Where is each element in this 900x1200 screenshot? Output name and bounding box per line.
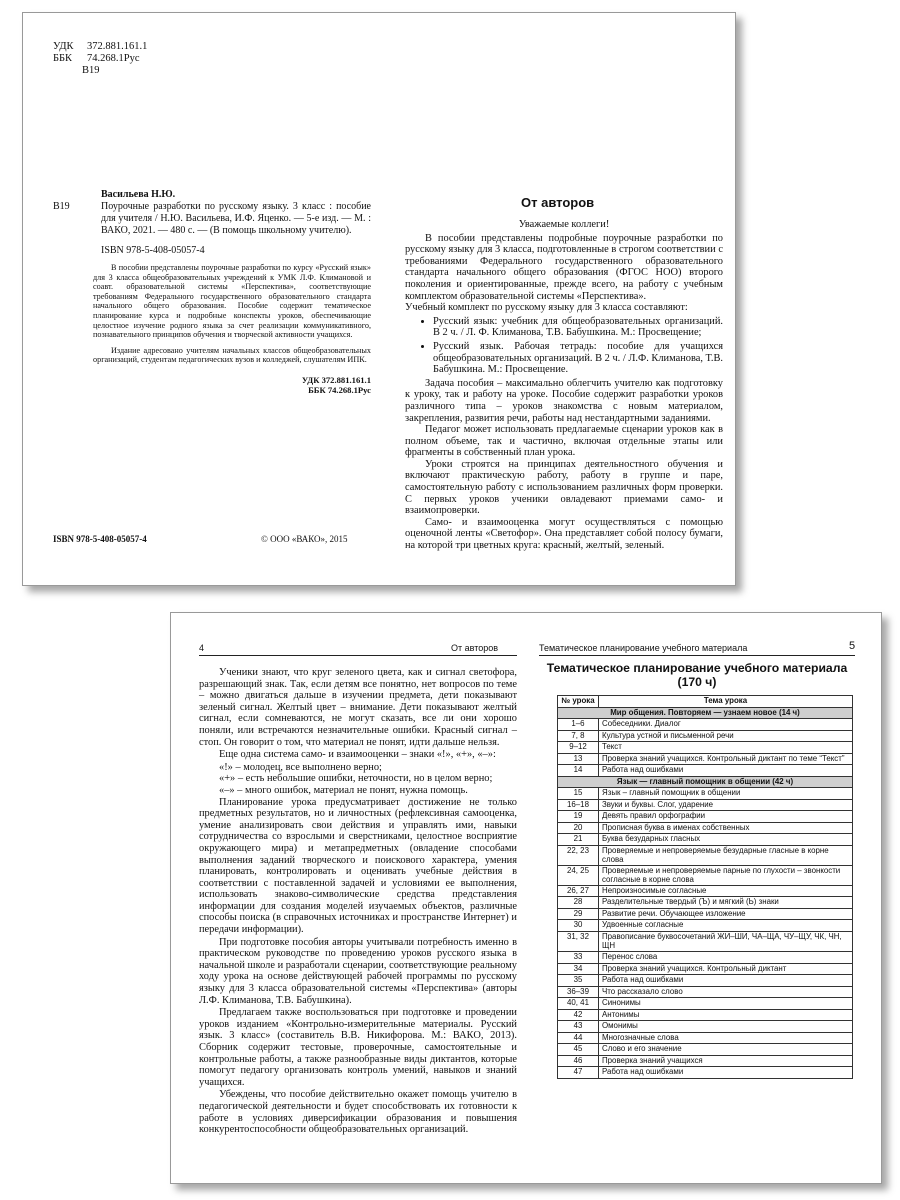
- table-row: [558, 975, 853, 987]
- udk-header: [53, 41, 147, 77]
- table-row: [558, 908, 853, 920]
- kit-lead: Учебный комплект по русскому языку для 3 класса составляют:: [405, 302, 688, 314]
- running-title-right: Тематическое планирование учебного материала: [539, 643, 748, 653]
- table-row: [558, 742, 853, 754]
- lesson-number-cell: 34: [558, 963, 599, 975]
- lesson-topic-cell: Проверка знаний учащихся. Контрольный диктант по теме “Текст”: [599, 753, 853, 765]
- lesson-topic-cell: Удвоенные согласные: [599, 920, 853, 932]
- udk-right: УДК 372.881.161.1: [301, 374, 371, 385]
- lesson-topic-cell: Звуки и буквы. Слог, ударение: [599, 799, 853, 811]
- lesson-number-cell: 43: [558, 1021, 599, 1033]
- lesson-number-cell: 45: [558, 1044, 599, 1056]
- greeting: Уважаемые коллеги!: [518, 219, 610, 230]
- lesson-topic-cell: Работа над ошибками: [599, 765, 853, 777]
- lesson-topic-cell: Проверяемые и непроверяемые парные по глухости – звонкости согласные в корне слова: [599, 865, 853, 885]
- lesson-number-cell: 1–6: [558, 719, 599, 731]
- lesson-topic-cell: Буква безударных гласных: [599, 834, 853, 846]
- mark-line: «–» – много ошибок, материал не понят, нужна помощь.: [219, 784, 468, 796]
- lesson-number-cell: 26, 27: [558, 885, 599, 897]
- table-row: [558, 845, 853, 865]
- lesson-topic-cell: Омонимы: [599, 1021, 853, 1033]
- table-row: [558, 753, 853, 765]
- lesson-topic-cell: Девять правил орфографии: [599, 811, 853, 823]
- lesson-topic-cell: Проверка знаний учащихся. Контрольный диктант: [599, 963, 853, 975]
- udk-block-right: [53, 375, 371, 395]
- kit-list: [405, 316, 723, 376]
- table-row: [558, 1021, 853, 1033]
- bottom-spread: [170, 612, 882, 1184]
- page-4-body: [199, 667, 517, 1137]
- preface-body: [405, 219, 723, 552]
- lesson-number-cell: 33: [558, 952, 599, 964]
- lesson-topic-cell: Развитие речи. Обучающее изложение: [599, 908, 853, 920]
- lesson-number-cell: 14: [558, 765, 599, 777]
- udk-label: УДК: [53, 41, 74, 52]
- lesson-topic-cell: Язык – главный помощник в общении: [599, 788, 853, 800]
- lesson-topic-cell: Что рассказало слово: [599, 986, 853, 998]
- section-title-cell: Мир общения. Повторяем — узнаем новое (14 ч): [558, 707, 853, 719]
- table-row: [558, 822, 853, 834]
- lesson-number-cell: 40, 41: [558, 998, 599, 1010]
- table-row: [558, 834, 853, 846]
- table-row: [558, 897, 853, 909]
- lesson-number-cell: 20: [558, 822, 599, 834]
- plan-title: Тематическое планирование учебного материала (170 ч): [546, 661, 848, 689]
- column-header-topic: Тема урока: [599, 696, 853, 708]
- bibliographic-entry: [53, 189, 371, 395]
- bbk-right: ББК 74.268.1Рус: [308, 384, 371, 395]
- lesson-topic-cell: Проверяемые и непроверяемые безударные гласные в корне слова: [599, 845, 853, 865]
- lesson-number-cell: 21: [558, 834, 599, 846]
- table-row: [558, 811, 853, 823]
- bbk-label: ББК: [53, 53, 73, 64]
- lesson-topic-cell: Текст: [599, 742, 853, 754]
- audience-paragraph: Издание адресовано учителям начальных классов общеобразовательных организаций, студентам педагогических вузов и колледжей, слушателям ИПК.: [93, 345, 371, 365]
- lesson-number-cell: 16–18: [558, 799, 599, 811]
- body-paragraph: Планирование урока предусматривает достижение не только предметных результатов, но и личностных (рефлексивная самооценка, умение анализировать свои действия и управлять ими, навыки сотрудничества со взрослыми и сверстниками, целостное восприятие окружающего мира) и метапредметных (овладение способами выполнения заданий творческого и поискового характера, умения планировать, контролировать и оценивать учебные действия в соответствии с поставленной задачей и условиями ее выполнения, использовать знаково-символические средства представления информации для создания моделей изучаемых объектов, различные способы поиска (в справочных источниках и пространстве Интернет) и передачи информации).: [199, 796, 517, 936]
- mark-line: «+» – есть небольшие ошибки, неточности, но в целом верно;: [219, 773, 493, 785]
- lesson-topic-cell: Перенос слова: [599, 952, 853, 964]
- kit-item: • Русский язык: учебник для общеобразовательных организаций. В 2 ч. / Л. Ф. Климанова, Т.В. Бабушкина. М.: Просвещение;: [433, 316, 723, 339]
- lesson-number-cell: 9–12: [558, 742, 599, 754]
- lesson-number-cell: 15: [558, 788, 599, 800]
- lesson-number-cell: 28: [558, 897, 599, 909]
- lesson-topic-cell: Культура устной и письменной речи: [599, 730, 853, 742]
- section-row: [558, 776, 853, 788]
- table-row: [558, 1067, 853, 1079]
- table-header-row: [558, 696, 853, 708]
- section-title-cell: Язык — главный помощник в общении (42 ч): [558, 776, 853, 788]
- table-row: [558, 719, 853, 731]
- body-paragraph: Само- и взаимооценка могут осуществляться с помощью оценочной ленты «Светофор». Она представляет собой полосу бумаги, на которой три цветных круга: красный, желтый, зеленый.: [405, 516, 723, 552]
- table-row: [558, 963, 853, 975]
- lesson-topic-cell: Проверка знаний учащихся: [599, 1055, 853, 1067]
- footer-copyright: © ООО «ВАКО», 2015: [261, 534, 348, 544]
- table-row: [558, 1044, 853, 1056]
- bbk-value: 74.268.1Рус: [87, 53, 140, 64]
- author-code: В19: [82, 65, 100, 76]
- lesson-number-cell: 36–39: [558, 986, 599, 998]
- lesson-number-cell: 47: [558, 1067, 599, 1079]
- page-number-right: 5: [849, 640, 856, 652]
- table-row: [558, 952, 853, 964]
- body-paragraph: Убеждены, что пособие действительно окажет помощь учителю в педагогической деятельности и будет способствовать их готовности к работе в условиях диверсификации образования и повышения конкурентоспособности общеобразовательных организаций.: [199, 1089, 517, 1136]
- lesson-number-cell: 30: [558, 920, 599, 932]
- kit-item: • Русский язык. Рабочая тетрадь: пособие для учащихся общеобразовательных организаций. В 2 ч. / Л.Ф. Климанова, Т.В. Бабушкина. М.: Просвещение.: [433, 341, 723, 376]
- lesson-topic-cell: Работа над ошибками: [599, 1067, 853, 1079]
- table-row: [558, 885, 853, 897]
- lesson-topic-cell: Собеседники. Диалог: [599, 719, 853, 731]
- header-rule-left: [199, 655, 517, 656]
- lesson-topic-cell: Разделительные твердый (Ъ) и мягкий (Ь) знаки: [599, 897, 853, 909]
- section-title: От авторов: [521, 195, 595, 210]
- lesson-number-cell: 42: [558, 1009, 599, 1021]
- body-paragraph: Задача пособия – максимально облегчить учителю как подготовку к уроку, так и работу на уроке. Пособие содержит разработки уроков различного типа – уроков знакомства с новым материалом, закрепления, развития речи, работы над нестандартными заданиями.: [405, 377, 723, 424]
- entry-code: В19: [53, 201, 70, 212]
- lesson-topic-cell: Синонимы: [599, 998, 853, 1010]
- table-row: [558, 1032, 853, 1044]
- running-title-left: От авторов: [451, 643, 499, 653]
- footer-isbn: ISBN 978-5-408-05057-4: [53, 534, 147, 544]
- lesson-number-cell: 13: [558, 753, 599, 765]
- table-row: [558, 998, 853, 1010]
- column-header-number: № урока: [558, 696, 599, 708]
- udk-value: 372.881.161.1: [87, 41, 148, 52]
- table-body: [558, 707, 853, 1078]
- intro-paragraph: В пособии представлены подробные поурочные разработки по русскому языку для 3 класса, подготовленные в строгом соответствии с требованиями Федерального государственного образовательного стандарта начального общего образования (ФГОС НОО) второго поколения и ориентированные, прежде всего, на работу с учебным комплектом образовательной системы «Перспектива».: [405, 232, 723, 302]
- abstract-paragraph: В пособии представлены поурочные разработки по курсу «Русский язык» для 3 класса общеобразовательных учреждений к УМК Л.Ф. Климановой и соавт. образовательной системы «Перспектива», соответствующие требованиям Федерального государственного образовательного стандарта начального общего образования. Пособие содержит тематическое планирование курса и подробные конспекты уроков, обеспечивающие целостное изучение родного языка за счет реализации коммуникативного, познавательного принципов обучения и творческой активности учащихся.: [93, 263, 371, 340]
- body-paragraph: Еще одна система само- и взаимооценки – знаки «!», «+», «–»:: [219, 749, 496, 761]
- table-row: [558, 799, 853, 811]
- lesson-number-cell: 29: [558, 908, 599, 920]
- lesson-number-cell: 7, 8: [558, 730, 599, 742]
- lesson-topic-cell: Прописная буква в именах собственных: [599, 822, 853, 834]
- lesson-topic-cell: Правописание буквосочетаний ЖИ–ШИ, ЧА–ЩА, ЧУ–ЩУ, ЧК, ЧН, ЩН: [599, 931, 853, 951]
- body-paragraph: Педагог может использовать предлагаемые сценарии уроков как в полном объеме, так и частично, включая отдельные этапы или фрагменты в собственный план урока.: [405, 424, 723, 459]
- lesson-number-cell: 44: [558, 1032, 599, 1044]
- page-number-left: 4: [199, 643, 205, 653]
- body-paragraph: Уроки строятся на принципах деятельностного обучения и включают практическую работу, работу в группе и паре, самостоятельную работу с использованием различных форм проверки. С первых уроков ученики овладевают приемами само- и взаимопроверки.: [405, 458, 723, 517]
- lesson-number-cell: 19: [558, 811, 599, 823]
- isbn-line: ISBN 978-5-408-05057-4: [101, 245, 205, 256]
- entry-text: Поурочные разработки по русскому языку. 3 класс : пособие для учителя / Н.Ю. Васильева, И.Ф. Яценко. — 5-е изд. — М. : ВАКО, 2021. — 480 с. — (В помощь школьному учителю).: [101, 201, 371, 236]
- table-row: [558, 931, 853, 951]
- table-row: [558, 1055, 853, 1067]
- table-row: [558, 765, 853, 777]
- author-name: Васильева Н.Ю.: [101, 189, 176, 200]
- lesson-number-cell: 24, 25: [558, 865, 599, 885]
- table-row: [558, 920, 853, 932]
- section-row: [558, 707, 853, 719]
- body-paragraph: Предлагаем также воспользоваться при подготовке и проведении уроков изданием «Контрольно-измерительные материалы. Русский язык. 3 класс» (составитель В.В. Никифорова. М.: ВАКО, 2013). Сборник содержит тестовые, проверочные, самостоятельные и контрольные работы, а также разнообразные виды диктантов, которые помогут педагогу организовать контроль умений, навыков и знаний учащихся.: [199, 1007, 517, 1088]
- table-row: [558, 986, 853, 998]
- lesson-topic-cell: Работа над ошибками: [599, 975, 853, 987]
- lesson-topic-cell: Многозначные слова: [599, 1032, 853, 1044]
- lesson-number-cell: 22, 23: [558, 845, 599, 865]
- lesson-topic-cell: Слово и его значение: [599, 1044, 853, 1056]
- lesson-number-cell: 35: [558, 975, 599, 987]
- table-row: [558, 788, 853, 800]
- lesson-number-cell: 46: [558, 1055, 599, 1067]
- lesson-number-cell: 31, 32: [558, 931, 599, 951]
- planning-table: [557, 695, 853, 1079]
- header-rule-right: [539, 655, 855, 656]
- body-paragraph: При подготовке пособия авторы учитывали потребность именно в практическом руководстве по проведению уроков русского языка в начальной школе и разработали сценарии, соответствующие реальному ходу урока на основе действующей рабочей программы по русскому языку для 3 класса образовательной системы «Перспектива» (авторы Л.Ф. Климанова, Т.В. Бабушкина).: [199, 936, 517, 1006]
- table-row: [558, 730, 853, 742]
- table-row: [558, 1009, 853, 1021]
- lesson-topic-cell: Непроизносимые согласные: [599, 885, 853, 897]
- top-spread: [22, 12, 736, 586]
- body-paragraph: Ученики знают, что круг зеленого цвета, как и сигнал светофора, разрешающий знак. Так, если детям все понятно, нет вопросов по теме – можно двигаться дальше в изучении предмета, дети показывают зеленый сигнал. Желтый цвет – внимание. Дети показывают желтый сигнал, если сомневаются, не могут сказать, все ли они хорошо поняли, или встречаются незначительные ошибки. Красный сигнал – стоп. Он говорит о том, что материал не понят, идти дальше нельзя.: [199, 667, 517, 748]
- lesson-topic-cell: Антонимы: [599, 1009, 853, 1021]
- table-row: [558, 865, 853, 885]
- mark-line: «!» – молодец, все выполнено верно;: [219, 761, 382, 773]
